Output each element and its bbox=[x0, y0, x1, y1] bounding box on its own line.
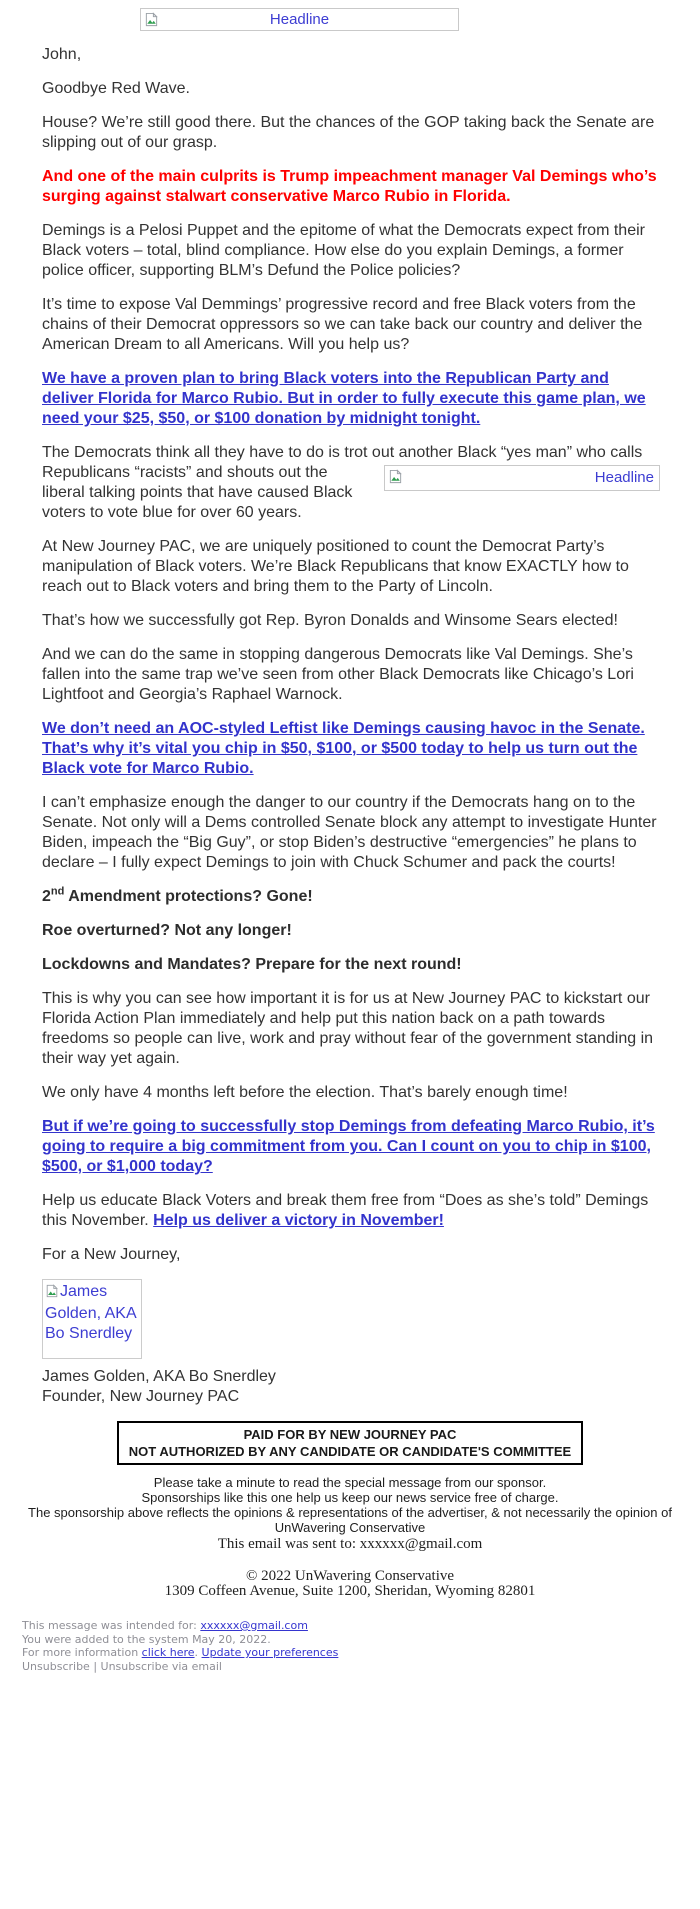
lockdowns-heading: Lockdowns and Mandates? Prepare for the next round! bbox=[42, 956, 462, 973]
cta-paragraph bbox=[42, 719, 660, 779]
footer-text: | bbox=[89, 1659, 101, 1673]
copyright-block bbox=[0, 1569, 700, 1599]
signature-image-link[interactable] bbox=[42, 1279, 142, 1359]
roe-heading: Roe overturned? Not any longer! bbox=[42, 922, 292, 939]
intended-email-link[interactable]: xxxxxx@gmail.com bbox=[200, 1619, 308, 1632]
cta-paragraph bbox=[42, 1117, 660, 1177]
body-paragraph: This is why you can see how important it is for us at New Journey PAC to kickstart our Florida Action Plan immediately and help put this nation back on a path towards freedoms so people can live, work and pray without fear of the government standing in their way yet again. bbox=[42, 990, 654, 1067]
inline-image-alt: Headline bbox=[594, 469, 654, 486]
heading-text: 2 bbox=[42, 888, 51, 905]
header-image-alt: Headline bbox=[269, 11, 330, 28]
sent-to-line: This email was sent to: xxxxxx@gmail.com bbox=[217, 1536, 483, 1552]
body-paragraph: Goodbye Red Wave. bbox=[42, 80, 190, 97]
signature-block bbox=[42, 1367, 660, 1407]
body-paragraph: It’s time to expose Val Demmings’ progressive record and free Black voters from the chains of their Democrat oppressors so we can take back our country and deliver the American Dream to all Americans. Will you help us? bbox=[42, 296, 643, 353]
donation-link-commitment[interactable]: But if we’re going to successfully stop Demings from defeating Marco Rubio, it’s going to require a big commitment from you. Can I count on you to chip in $100, $500, or $1,000 today? bbox=[42, 1118, 655, 1175]
donation-link-aoc[interactable]: We don’t need an AOC-styled Leftist like Demings causing havoc in the Senate. That’s why it’s vital you chip in $50, $100, or $500 today to help us turn out the Black vote for Marco Rubio. bbox=[42, 720, 645, 777]
superscript: nd bbox=[50, 885, 65, 898]
disclaimer-line: PAID FOR BY NEW JOURNEY PAC bbox=[243, 1427, 457, 1442]
unsubscribe-footer bbox=[22, 1619, 700, 1707]
heading-text: Amendment protections? Gone! bbox=[64, 888, 313, 905]
red-alert-paragraph: And one of the main culprits is Trump impeachment manager Val Demings who’s surging against stalwart conservative Marco Rubio in Florida. bbox=[42, 168, 657, 205]
body-paragraph bbox=[42, 1191, 660, 1231]
body-paragraph-with-image bbox=[42, 443, 660, 523]
update-preferences-link[interactable]: Update your preferences bbox=[201, 1646, 339, 1659]
footer-text: For more information bbox=[22, 1646, 142, 1659]
greeting: John, bbox=[42, 46, 82, 63]
header-image-link[interactable] bbox=[140, 8, 459, 31]
body-paragraph: I can’t emphasize enough the danger to our country if the Democrats hang on to the Senate. Not only will a Dems controlled Senate block any attempt to investigate Hunter Biden, impeach the “Big Guy”, or stop Biden’s destructive “emergencies” he plans to declare – I fully expect Demings to join with Chuck Schumer and pack the courts! bbox=[42, 794, 657, 871]
inline-image-link[interactable] bbox=[384, 465, 660, 491]
body-paragraph: We only have 4 months left before the election. That’s barely enough time! bbox=[42, 1084, 568, 1101]
body-paragraph: That’s how we successfully got Rep. Byron Donalds and Winsome Sears elected! bbox=[42, 612, 618, 629]
broken-image-icon bbox=[388, 469, 403, 490]
sponsor-note bbox=[0, 1475, 700, 1535]
more-info-line bbox=[22, 1646, 700, 1660]
body-paragraph: And we can do the same in stopping dangerous Democrats like Val Demings. She’s fallen into the same trap we’ve seen from other Black Democrats like Chicago’s Lori Lightfoot and Georgia’s Raphael Warnock. bbox=[42, 646, 634, 703]
signer-title: Founder, New Journey PAC bbox=[42, 1388, 240, 1405]
intended-for-line bbox=[22, 1619, 700, 1633]
closing-line: For a New Journey, bbox=[42, 1246, 181, 1263]
footer-text: This message was intended for: bbox=[22, 1619, 201, 1632]
body-text-segment: who calls Republicans “racists” and shouts out the liberal talking points that have caused Black voters to vote blue for over 60 years. bbox=[42, 444, 643, 521]
disclaimer-line: NOT AUTHORIZED BY ANY CANDIDATE OR CANDIDATE'S COMMITTEE bbox=[128, 1444, 572, 1459]
footer-text: . bbox=[194, 1646, 202, 1659]
broken-image-icon bbox=[45, 1284, 59, 1304]
sponsor-line: The sponsorship above reflects the opinions & representations of the advertiser, & not necessarily the opinion of UnWavering Conservative bbox=[28, 1505, 672, 1535]
body-paragraph: At New Journey PAC, we are uniquely positioned to count the Democrat Party’s manipulation of Black voters. We’re Black Republicans that know EXACTLY how to reach out to Black voters and bring them to the Party of Lincoln. bbox=[42, 538, 629, 595]
body-paragraph: House? We’re still good there. But the chances of the GOP taking back the Senate are slipping out of our grasp. bbox=[42, 114, 655, 151]
sponsor-line: Please take a minute to read the special message from our sponsor. bbox=[153, 1475, 547, 1490]
email-body bbox=[42, 8, 660, 1407]
added-line: You were added to the system May 20, 2022. bbox=[22, 1632, 271, 1646]
unsubscribe-link[interactable]: Unsubscribe bbox=[22, 1659, 90, 1673]
unsubscribe-via-email-link[interactable]: Unsubscribe via email bbox=[100, 1659, 222, 1673]
amendment-heading bbox=[42, 887, 660, 907]
signer-name: James Golden, AKA Bo Snerdley bbox=[42, 1368, 276, 1385]
unsubscribe-line bbox=[22, 1660, 700, 1674]
donation-link-proven-plan[interactable]: We have a proven plan to bring Black voters into the Republican Party and deliver Florida for Marco Rubio. But in order to fully execute this game plan, we need your $25, $50, or $100 donation by midnight tonight. bbox=[42, 370, 646, 427]
body-text-segment: Help us educate Black Voters and break them free from “Does as she’s told” Demings this November. bbox=[42, 1192, 649, 1229]
copyright-line: © 2022 UnWavering Conservative bbox=[245, 1568, 455, 1584]
body-paragraph: Demings is a Pelosi Puppet and the epitome of what the Democrats expect from their Black voters – total, blind compliance. How else do you explain Demings, a former police officer, supporting BLM’s Defund the Police policies? bbox=[42, 222, 645, 279]
signature-image-alt: James Golden, AKA Bo Snerdley bbox=[45, 1283, 136, 1342]
paid-for-disclaimer-box bbox=[117, 1421, 583, 1465]
victory-link[interactable]: Help us deliver a victory in November! bbox=[153, 1212, 444, 1229]
body-text-segment: The Democrats think all they have to do is trot out another Black “yes man” bbox=[42, 444, 573, 461]
click-here-link[interactable]: click here bbox=[141, 1646, 195, 1659]
sponsor-line: Sponsorships like this one help us keep our news service free of charge. bbox=[141, 1490, 559, 1505]
address-line: 1309 Coffeen Avenue, Suite 1200, Sheridan, Wyoming 82801 bbox=[164, 1583, 536, 1599]
cta-paragraph bbox=[42, 369, 660, 429]
